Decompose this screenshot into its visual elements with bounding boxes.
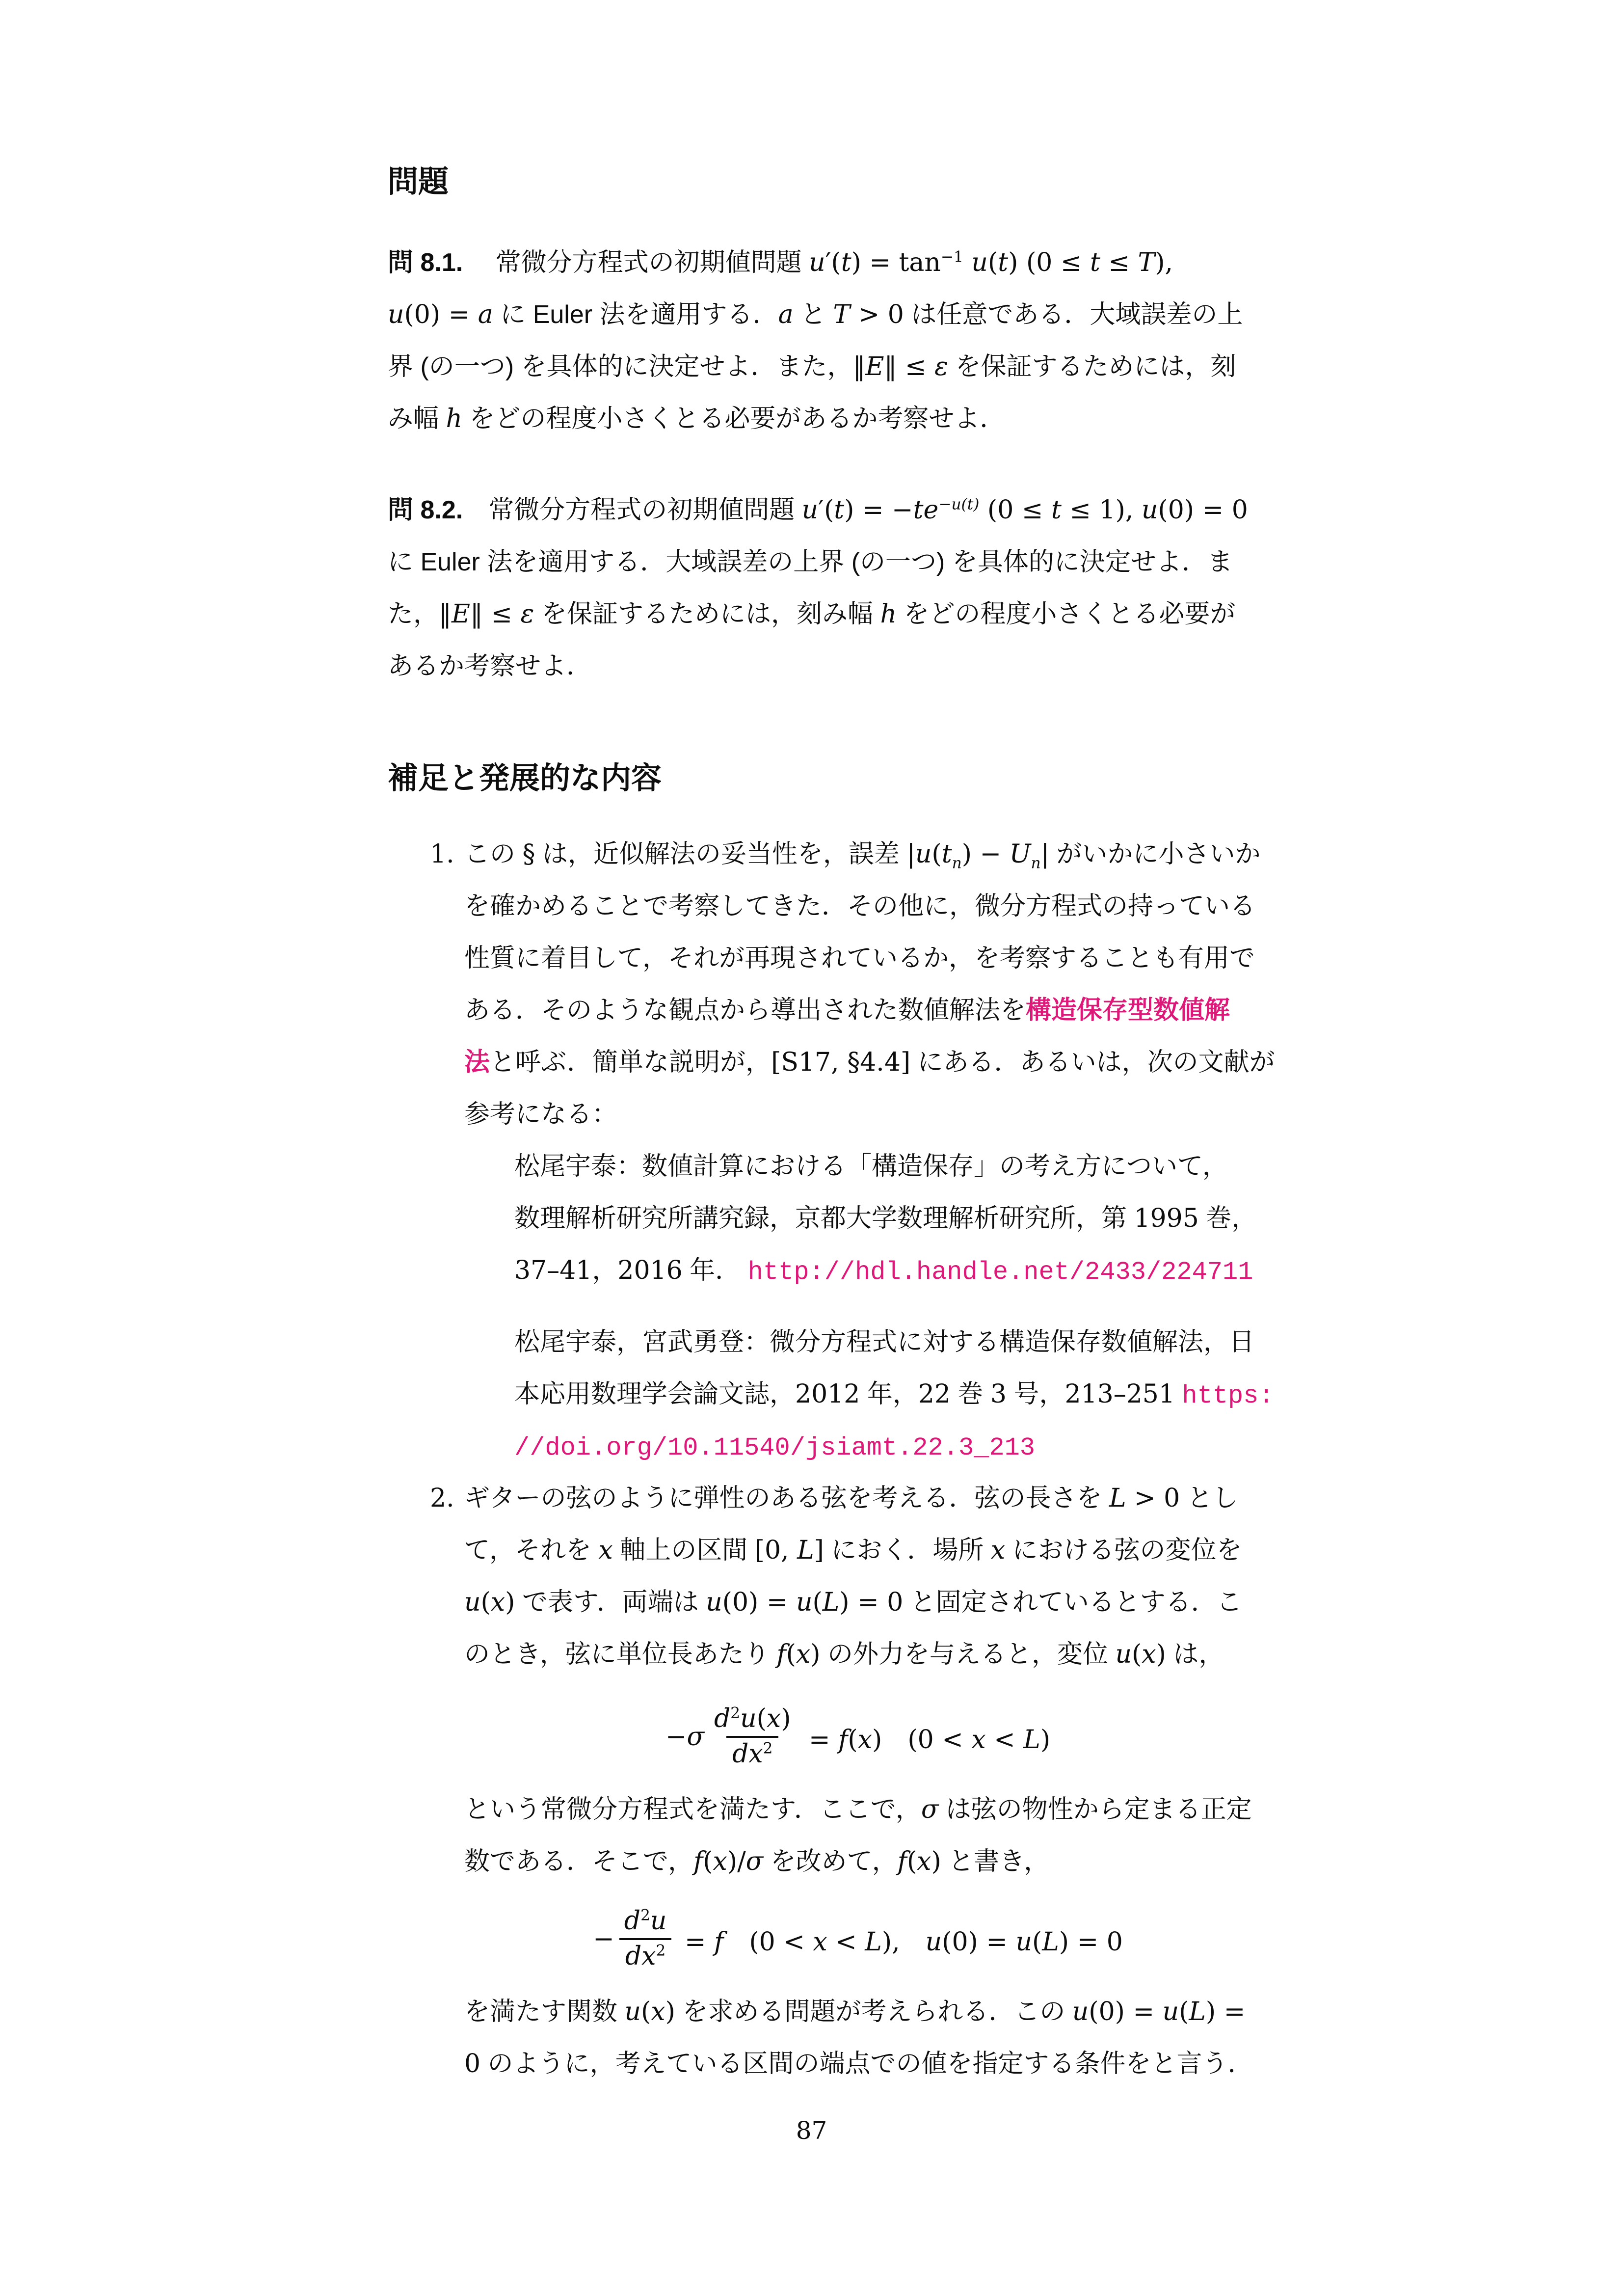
text-segment: とし	[1180, 1484, 1238, 1513]
text-segment: u	[464, 1588, 481, 1617]
text-segment: て，それを	[464, 1536, 599, 1565]
text-segment: U	[1009, 839, 1031, 869]
problem-8-2	[388, 484, 1251, 692]
equation-segment	[801, 1719, 1051, 1756]
text-segment: [S17, §4.4]	[771, 1048, 911, 1077]
text-segment: L	[822, 1588, 840, 1617]
supplement-heading: 補足と発展的な内容	[388, 761, 662, 795]
text-segment: 本応用数理学会論文誌，	[514, 1380, 796, 1408]
text-segment: t	[1051, 495, 1062, 525]
text-segment: 参考になる：	[464, 1100, 618, 1129]
text-segment: t	[941, 839, 952, 869]
text-segment: で表す．両端は	[515, 1588, 706, 1617]
equation-segment	[676, 1921, 1122, 1958]
text-segment: u	[740, 1704, 757, 1734]
text-segment: u	[915, 839, 932, 869]
text-segment: 界 (の一つ) を具体的に決定せよ．また，	[388, 352, 853, 381]
text-segment: ),	[1155, 248, 1173, 277]
text-segment: は任意である．大域誤差の上	[904, 300, 1243, 329]
text-segment: > 0	[1126, 1484, 1180, 1513]
text-segment: L	[1023, 1725, 1040, 1755]
text-segment: E	[452, 599, 470, 629]
text-segment: (0 ≤	[979, 495, 1051, 525]
text-line	[514, 1316, 1255, 1368]
text-segment: u	[1072, 1997, 1089, 2026]
text-segment: における弦の変位を	[1005, 1536, 1242, 1565]
citation-matsuo-2016	[514, 1140, 1257, 1297]
text-segment: x	[813, 1927, 827, 1957]
text-segment: ) −	[961, 839, 1010, 869]
fraction	[618, 1905, 673, 1973]
text-segment: 3	[990, 1379, 1007, 1409]
text-segment: 号，	[1006, 1380, 1065, 1408]
text-segment: (	[703, 1847, 713, 1876]
text-line	[464, 1576, 1251, 1628]
supplement-item-2-cont-1	[464, 1783, 1251, 1888]
text-segment: x	[857, 1725, 873, 1755]
supplement-item-2	[388, 1472, 1251, 1680]
equation-row	[593, 1905, 1123, 1973]
text-segment: )	[1040, 1725, 1051, 1755]
text-segment: x	[490, 1588, 506, 1617]
text-segment: ある．そのような観点から導出された数値解法を	[464, 996, 1026, 1025]
text-line	[464, 1986, 1251, 2038]
text-line	[464, 1836, 1251, 1888]
text-segment: (	[480, 1588, 491, 1617]
text-segment: f	[714, 1927, 724, 1957]
text-segment: 2016	[617, 1256, 683, 1285]
text-segment: に Euler 法を適用する．大域誤差の上界 (の一つ) を具体的に決定せよ．ま	[388, 548, 1233, 576]
text-segment: (	[1032, 1927, 1042, 1957]
text-segment: )	[505, 1588, 515, 1617]
text-segment: −u(t)	[938, 495, 980, 513]
text-segment: 2	[730, 1704, 741, 1722]
text-segment: ) = tan	[851, 248, 941, 277]
text-segment: を確かめることで考察してきた．その他に，微分方程式の持っている	[464, 892, 1256, 920]
text-segment: は弦の物性から定まる正定	[938, 1795, 1252, 1824]
text-segment: §	[522, 839, 535, 869]
text-segment: (	[848, 1725, 858, 1755]
text-segment: h	[880, 599, 897, 629]
text-segment: 軸上の区間	[612, 1536, 755, 1565]
text-segment: dx	[732, 1739, 763, 1769]
text-segment: |	[1040, 839, 1050, 869]
text-line	[464, 828, 1261, 880]
text-segment: L	[1109, 1484, 1126, 1513]
text-segment: )/	[727, 1847, 746, 1876]
text-segment: み幅	[388, 405, 446, 433]
text-segment: x	[713, 1847, 727, 1876]
text-segment: 問 8.1.	[388, 248, 463, 277]
text-segment: ) (0 ≤	[1008, 248, 1090, 277]
text-segment: ) (0 <	[872, 1725, 972, 1755]
text-segment: (	[987, 248, 998, 277]
text-segment: ‖ ≤	[470, 599, 521, 629]
text-line	[388, 484, 1251, 536]
equation-row	[665, 1702, 1050, 1771]
text-line	[388, 588, 1251, 640]
text-segment: a	[778, 300, 794, 329]
text-segment: は，	[1166, 1640, 1224, 1669]
text-segment: 問 8.2.	[388, 496, 463, 524]
text-line	[464, 1088, 1251, 1140]
text-segment: f	[776, 1640, 786, 1669]
text-segment: d	[624, 1906, 641, 1936]
text-segment: te	[913, 495, 939, 525]
text-segment: T	[833, 300, 851, 329]
text-segment: ‖	[439, 599, 452, 629]
text-segment: (0) =	[722, 1588, 796, 1617]
problem-8-1	[388, 237, 1251, 445]
text-segment: 22	[918, 1379, 951, 1409]
text-segment: と固定されているとする．こ	[903, 1588, 1242, 1617]
supplement-item-2-cont-2	[464, 1986, 1251, 2090]
text-segment: )	[931, 1847, 941, 1876]
text-segment: を満たす関数	[464, 1998, 625, 2026]
fraction-numerator	[618, 1905, 673, 1938]
text-segment: ]	[814, 1536, 824, 1565]
citation-link[interactable]: https:	[1182, 1381, 1274, 1410]
highlighted-term: 構造保存型数値解	[1026, 996, 1230, 1025]
text-segment: −	[665, 1722, 687, 1752]
text-segment: 巻，	[1198, 1204, 1257, 1233]
text-segment: |	[906, 839, 915, 869]
text-segment: は，近似解法の妥当性を，誤差	[535, 840, 907, 868]
fraction-denominator	[619, 1938, 671, 1973]
text-segment: x	[1142, 1640, 1156, 1669]
string-equation-sigma	[464, 1690, 1251, 1783]
citation-link[interactable]: http://hdl.handle.net/2433/224711	[747, 1258, 1253, 1287]
text-segment: ε	[934, 352, 949, 381]
text-segment: ),	[881, 1927, 926, 1957]
text-segment: を改めて，	[763, 1847, 898, 1876]
text-segment: a	[478, 300, 493, 329]
text-segment: 常微分方程式の初期値問題	[463, 496, 802, 524]
string-equation-normalized	[464, 1892, 1251, 1986]
text-segment: L	[1189, 1997, 1206, 2026]
text-segment	[1175, 1380, 1182, 1408]
text-segment: (0) =	[1089, 1997, 1163, 2026]
text-segment: 松尾宇泰，宮武勇登：微分方程式に対する構造保存数値解法，日	[514, 1328, 1255, 1356]
text-segment: x	[990, 1536, 1006, 1565]
text-segment: n	[952, 854, 962, 872]
text-segment: t	[841, 248, 851, 277]
citation-link[interactable]: //doi.org/10.11540/jsiamt.22.3_213	[514, 1433, 1035, 1462]
text-segment: 数理解析研究所講究録，京都大学数理解析研究所，第	[514, 1204, 1134, 1233]
text-segment: u	[706, 1588, 722, 1617]
text-segment: (	[812, 1588, 823, 1617]
text-segment: u	[925, 1927, 942, 1957]
text-segment: u	[1115, 1640, 1132, 1669]
highlighted-term: 法	[464, 1048, 490, 1077]
text-segment: ) =	[1205, 1997, 1246, 2026]
text-segment: σ	[687, 1722, 704, 1752]
text-segment: t	[834, 495, 845, 525]
text-line	[388, 536, 1251, 588]
text-segment: )	[810, 1640, 821, 1669]
text-segment: u	[650, 1906, 667, 1936]
text-segment: [0,	[754, 1536, 798, 1565]
equation-segment	[593, 1924, 614, 1954]
text-segment: σ	[745, 1847, 764, 1876]
text-segment: f	[838, 1725, 848, 1755]
text-segment: におく．場所	[824, 1536, 991, 1565]
text-segment: この	[464, 840, 523, 868]
text-segment: 数である．そこで，	[464, 1847, 693, 1876]
text-segment: x	[796, 1640, 811, 1669]
text-segment: 2	[763, 1739, 773, 1757]
text-segment: ) = 0	[839, 1588, 904, 1617]
text-segment: <	[827, 1927, 865, 1957]
text-segment: L	[797, 1536, 814, 1565]
text-line	[464, 2038, 1251, 2090]
text-segment: > 0	[850, 300, 904, 329]
text-line	[388, 640, 1251, 692]
text-segment: <	[985, 1725, 1024, 1755]
text-segment: L	[1042, 1927, 1059, 1957]
text-line	[464, 1783, 1251, 1836]
text-segment: (	[1179, 1997, 1189, 2026]
text-segment: ) = 0	[1059, 1927, 1123, 1957]
text-segment: をどの程度小さくとる必要が	[896, 600, 1236, 628]
text-segment: u	[971, 248, 988, 277]
text-segment: h	[446, 404, 462, 433]
problems-heading: 問題	[388, 165, 449, 199]
text-segment: ) = −	[844, 495, 913, 525]
text-segment: u	[1015, 1927, 1032, 1957]
citation-matsuo-miyatake-2012	[514, 1316, 1274, 1472]
text-segment: d	[714, 1704, 731, 1734]
text-segment: (0) =	[404, 300, 478, 329]
text-segment: 2	[640, 1906, 650, 1924]
text-segment: と書き，	[941, 1847, 1050, 1876]
text-segment: を求める問題が考えられる．この	[675, 1998, 1072, 2026]
text-segment: x	[598, 1536, 613, 1565]
text-segment: に Euler 法を適用する．	[493, 300, 778, 329]
text-line	[388, 393, 1251, 445]
text-segment: と	[793, 300, 833, 329]
text-segment: (0) =	[942, 1927, 1016, 1957]
text-segment: 0	[464, 2049, 481, 2079]
text-segment: u	[388, 300, 404, 329]
text-segment: 年，	[860, 1380, 918, 1408]
text-segment: ‖ ≤	[884, 352, 935, 381]
text-segment: と呼ぶ．簡単な説明が，	[490, 1048, 772, 1077]
text-segment: のように，考えている区間の端点での値を指定する条件をと言う．	[480, 2050, 1253, 2078]
text-segment: u	[809, 248, 825, 277]
text-line	[388, 237, 1251, 289]
text-line	[514, 1368, 1274, 1420]
text-segment: u	[624, 1997, 641, 2026]
text-segment: ギターの弦のように弾性のある弦を考える．弦の長さを	[464, 1484, 1109, 1513]
document	[388, 0, 1275, 2090]
text-segment: t	[1090, 248, 1100, 277]
text-segment: ′(	[825, 248, 841, 277]
text-segment: x	[971, 1725, 986, 1755]
text-segment: ≤	[1100, 248, 1138, 277]
text-segment: という常微分方程式を満たす．ここで，	[464, 1795, 921, 1824]
text-segment: (	[1131, 1640, 1142, 1669]
text-segment: )	[665, 1997, 675, 2026]
text-segment: 2012	[795, 1379, 860, 1409]
text-segment: あるか考察せよ．	[388, 652, 592, 680]
text-segment: (	[756, 1704, 767, 1734]
text-segment: )	[781, 1704, 791, 1734]
text-segment: を保証するためには，刻み幅	[534, 600, 880, 628]
text-segment: u	[801, 495, 819, 525]
text-segment: ‖	[852, 352, 866, 381]
text-segment: 常微分方程式の初期値問題	[463, 248, 809, 277]
text-line	[464, 1628, 1251, 1680]
text-segment: f	[693, 1847, 703, 1876]
text-segment: がいかに小さいか	[1049, 840, 1261, 868]
text-line	[464, 932, 1255, 984]
equation-segment	[665, 1722, 704, 1752]
text-segment: ，	[592, 1256, 618, 1285]
fraction	[708, 1702, 797, 1771]
text-segment: L	[865, 1927, 882, 1957]
text-segment: (0) = 0	[1158, 495, 1248, 525]
text-segment: 年．	[682, 1256, 748, 1285]
text-segment: u	[1162, 1997, 1179, 2026]
text-segment: (	[786, 1640, 796, 1669]
text-segment: 213–251	[1064, 1379, 1175, 1409]
text-line	[388, 341, 1251, 393]
text-segment: =	[800, 1725, 839, 1755]
text-segment: の外力を与えると，変位	[820, 1640, 1116, 1669]
text-segment: ε	[520, 599, 534, 629]
text-segment: (	[931, 839, 942, 869]
text-segment: (	[906, 1847, 917, 1876]
text-line	[388, 289, 1251, 341]
text-line	[464, 1472, 1251, 1524]
fraction-numerator	[708, 1702, 797, 1736]
text-segment: 2	[656, 1942, 666, 1960]
text-segment: 巻	[950, 1380, 990, 1408]
text-segment: のとき，弦に単位長あたり	[464, 1640, 777, 1669]
text-segment: た，	[388, 600, 439, 628]
text-segment: ′(	[818, 495, 834, 525]
text-segment: dx	[625, 1942, 656, 1971]
text-segment: E	[865, 352, 884, 381]
text-segment: T	[1138, 248, 1155, 277]
text-segment: を保証するためには，刻	[948, 352, 1236, 381]
text-segment	[963, 248, 972, 277]
text-line	[464, 984, 1251, 1036]
text-line	[514, 1192, 1257, 1244]
supplement-item-1	[388, 828, 1275, 1140]
text-line	[464, 1036, 1275, 1088]
text-segment: (0 <	[723, 1927, 813, 1957]
text-segment: n	[1031, 854, 1041, 872]
text-segment: にある．あるいは，次の文献が	[910, 1048, 1275, 1077]
text-segment: f	[897, 1847, 907, 1876]
text-segment: u	[796, 1588, 813, 1617]
text-segment: 37–41	[514, 1256, 592, 1285]
text-line	[514, 1244, 1251, 1297]
text-line	[464, 1524, 1251, 1576]
text-segment: ≤ 1),	[1061, 495, 1142, 525]
text-line	[514, 1420, 1251, 1472]
text-segment: u	[1141, 495, 1158, 525]
text-segment: =	[676, 1927, 715, 1957]
page-number: 87	[796, 2116, 827, 2145]
text-segment: 松尾宇泰：数値計算における「構造保存」の考え方について，	[514, 1152, 1228, 1181]
text-line	[464, 880, 1256, 932]
list-marker: 1.	[430, 839, 454, 869]
text-segment: x	[766, 1704, 781, 1734]
text-segment: σ	[921, 1795, 939, 1824]
text-line	[514, 1140, 1251, 1192]
text-segment: −1	[940, 248, 963, 266]
text-segment: t	[998, 248, 1009, 277]
text-segment: 性質に着目して，それが再現されているか，を考察することも有用で	[464, 944, 1255, 972]
text-segment: x	[917, 1847, 931, 1876]
text-segment: (	[640, 1997, 651, 2026]
fraction-denominator	[726, 1736, 778, 1771]
text-segment: 1995	[1134, 1204, 1199, 1233]
text-segment: x	[651, 1997, 665, 2026]
text-segment: をどの程度小さくとる必要があるか考察せよ．	[462, 405, 1006, 433]
text-segment: −	[593, 1924, 614, 1954]
list-marker: 2.	[430, 1484, 454, 1513]
text-segment: )	[1156, 1640, 1166, 1669]
